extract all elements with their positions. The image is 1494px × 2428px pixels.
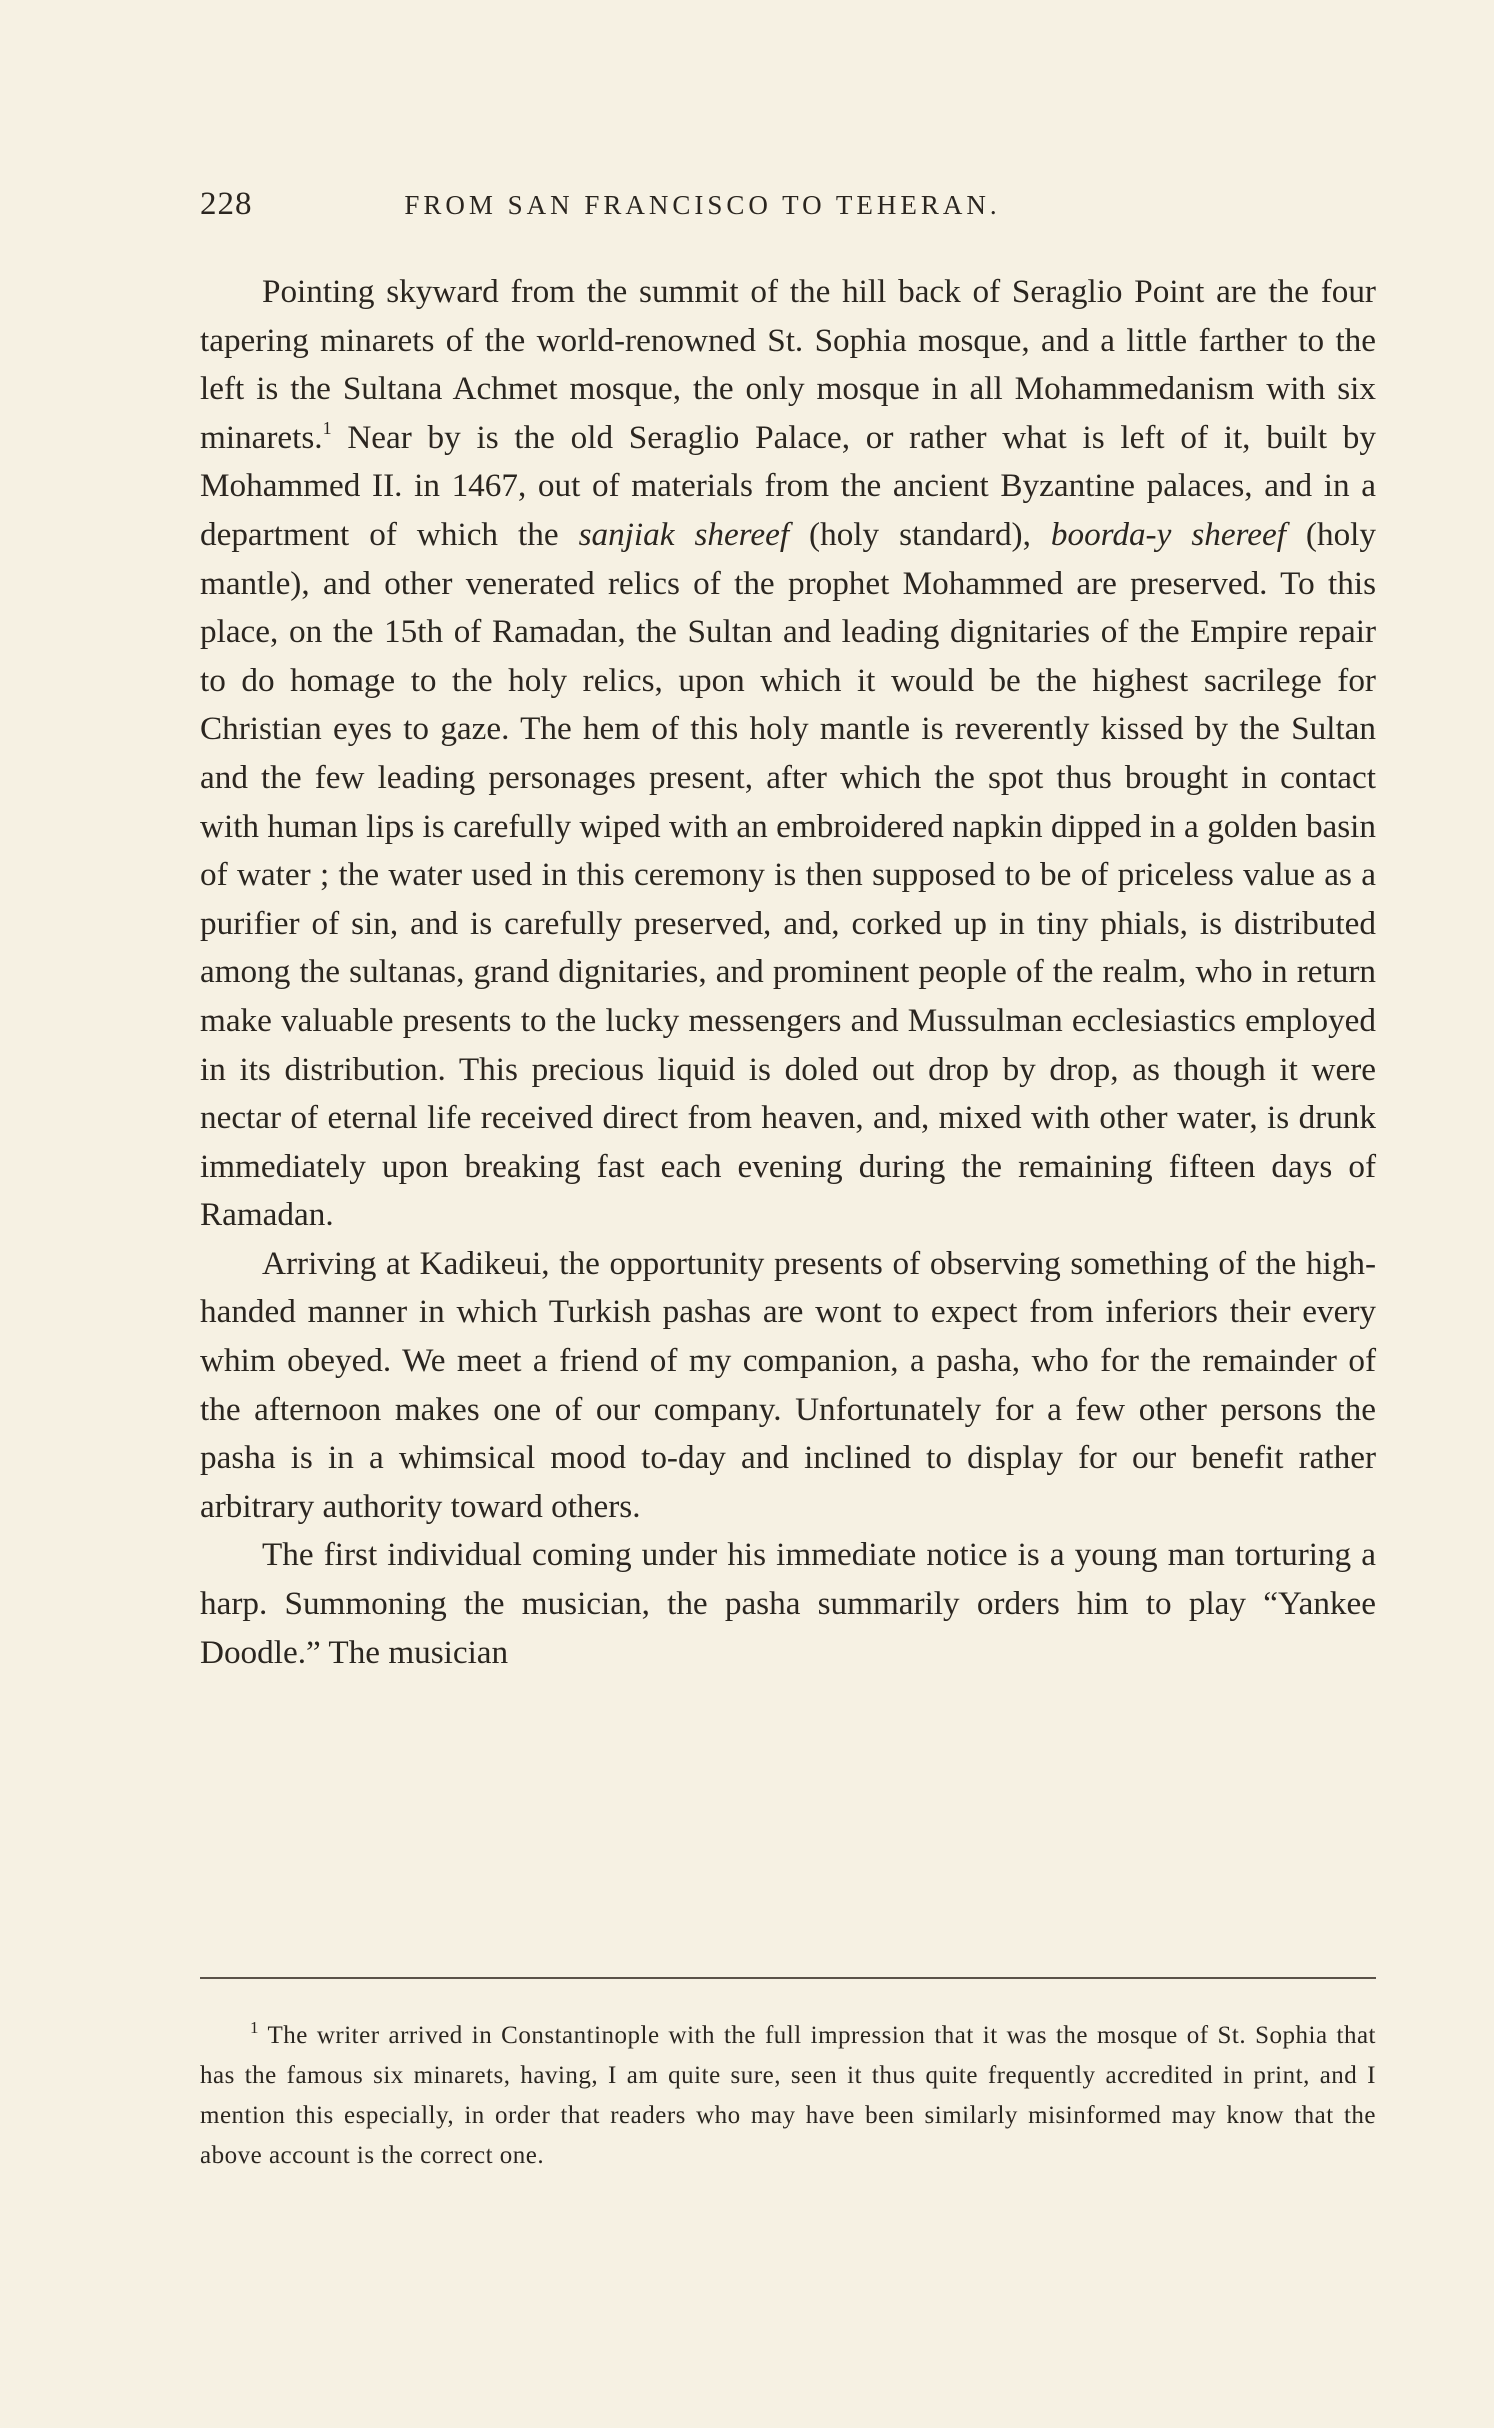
footnote-marker: 1 bbox=[250, 2018, 259, 2037]
paragraph-text: Near by is the old Seraglio Palace, or rather what is left of it, built by Mohammed II. in 1467, out of materials from the ancient Byzantine palaces, and in a department of which the bbox=[200, 418, 1376, 553]
paragraph-2: Arriving at Kadikeui, the opportunity presents of observing something of the high-handed manner in which Turkish pashas are wont to expect from inferiors their every whim obeyed. We meet a friend of my companion, a pasha, who for the remainder of the afternoon makes one of our company. Unfortunately for a few other persons the pasha is in a whimsical mood to-day and inclined to display for our benefit rather arbitrary authority toward others. bbox=[200, 1244, 1376, 1525]
paragraph-text: Pointing skyward from the summit of the hill back of Seraglio Point are the four tapering minarets of the world-renowned St. Sophia mosque, and a little farther to the left is the Sultana Achmet mosque, the only mosque in all Mohammedanism with six minarets. bbox=[200, 273, 1376, 456]
italic-term: sanjiak shereef bbox=[578, 515, 790, 553]
footnote-reference: 1 bbox=[322, 417, 332, 438]
body-text bbox=[200, 268, 1376, 1677]
paragraph-3: The first individual coming under his immediate notice is a young man torturing a harp. Summoning the musician, the pasha summarily orders him to play “Yankee Doodle.” The musician bbox=[200, 1536, 1376, 1671]
page-number: 228 bbox=[200, 186, 253, 222]
paragraph-1 bbox=[200, 268, 1376, 1240]
footnote bbox=[200, 2016, 1376, 2176]
running-title: FROM SAN FRANCISCO TO TEHERAN. bbox=[404, 190, 1001, 220]
paragraph-text: (holy standard), bbox=[789, 515, 1051, 553]
paragraph-text: (holy mantle), and other venerated relics of the prophet Mohammed are preserved. To this place, on the 15th of Ramadan, the Sultan and leading dignitaries of the Empire repair to do homage to the holy relics, upon which it would be the highest sacrilege for Christian eyes to gaze. The hem of this holy mantle is reverently kissed by the Sultan and the few leading personages present, after which the spot thus brought in contact with human lips is carefully wiped with an embroidered napkin dipped in a golden basin of water ; the water used in this ceremony is then supposed to be of priceless value as a purifier of sin, and is carefully preserved, and, corked up in tiny phials, is distributed among the sultanas, grand dignitaries, and prominent people of the realm, who in return make valuable presents to the lucky messengers and Mussulman ecclesiastics employed in its distribution. This precious liquid is doled out drop by drop, as though it were nectar of eternal life received direct from heaven, and, mixed with other water, is drunk immediately upon breaking fast each evening during the remaining fifteen days of Ramadan. bbox=[200, 515, 1376, 1234]
page-header bbox=[200, 186, 1205, 236]
italic-term: boorda-y shereef bbox=[1050, 515, 1286, 553]
footnote-text: The writer arrived in Constantinople with the full impression that it was the mosque of St. Sophia that has the famous six minarets, having, I am quite sure, seen it thus quite frequently accredited in print, and I mention this especially, in order that readers who may have been similarly misinformed may know that the above account is the correct one. bbox=[200, 2022, 1376, 2169]
footnote-divider bbox=[200, 1977, 1376, 1979]
